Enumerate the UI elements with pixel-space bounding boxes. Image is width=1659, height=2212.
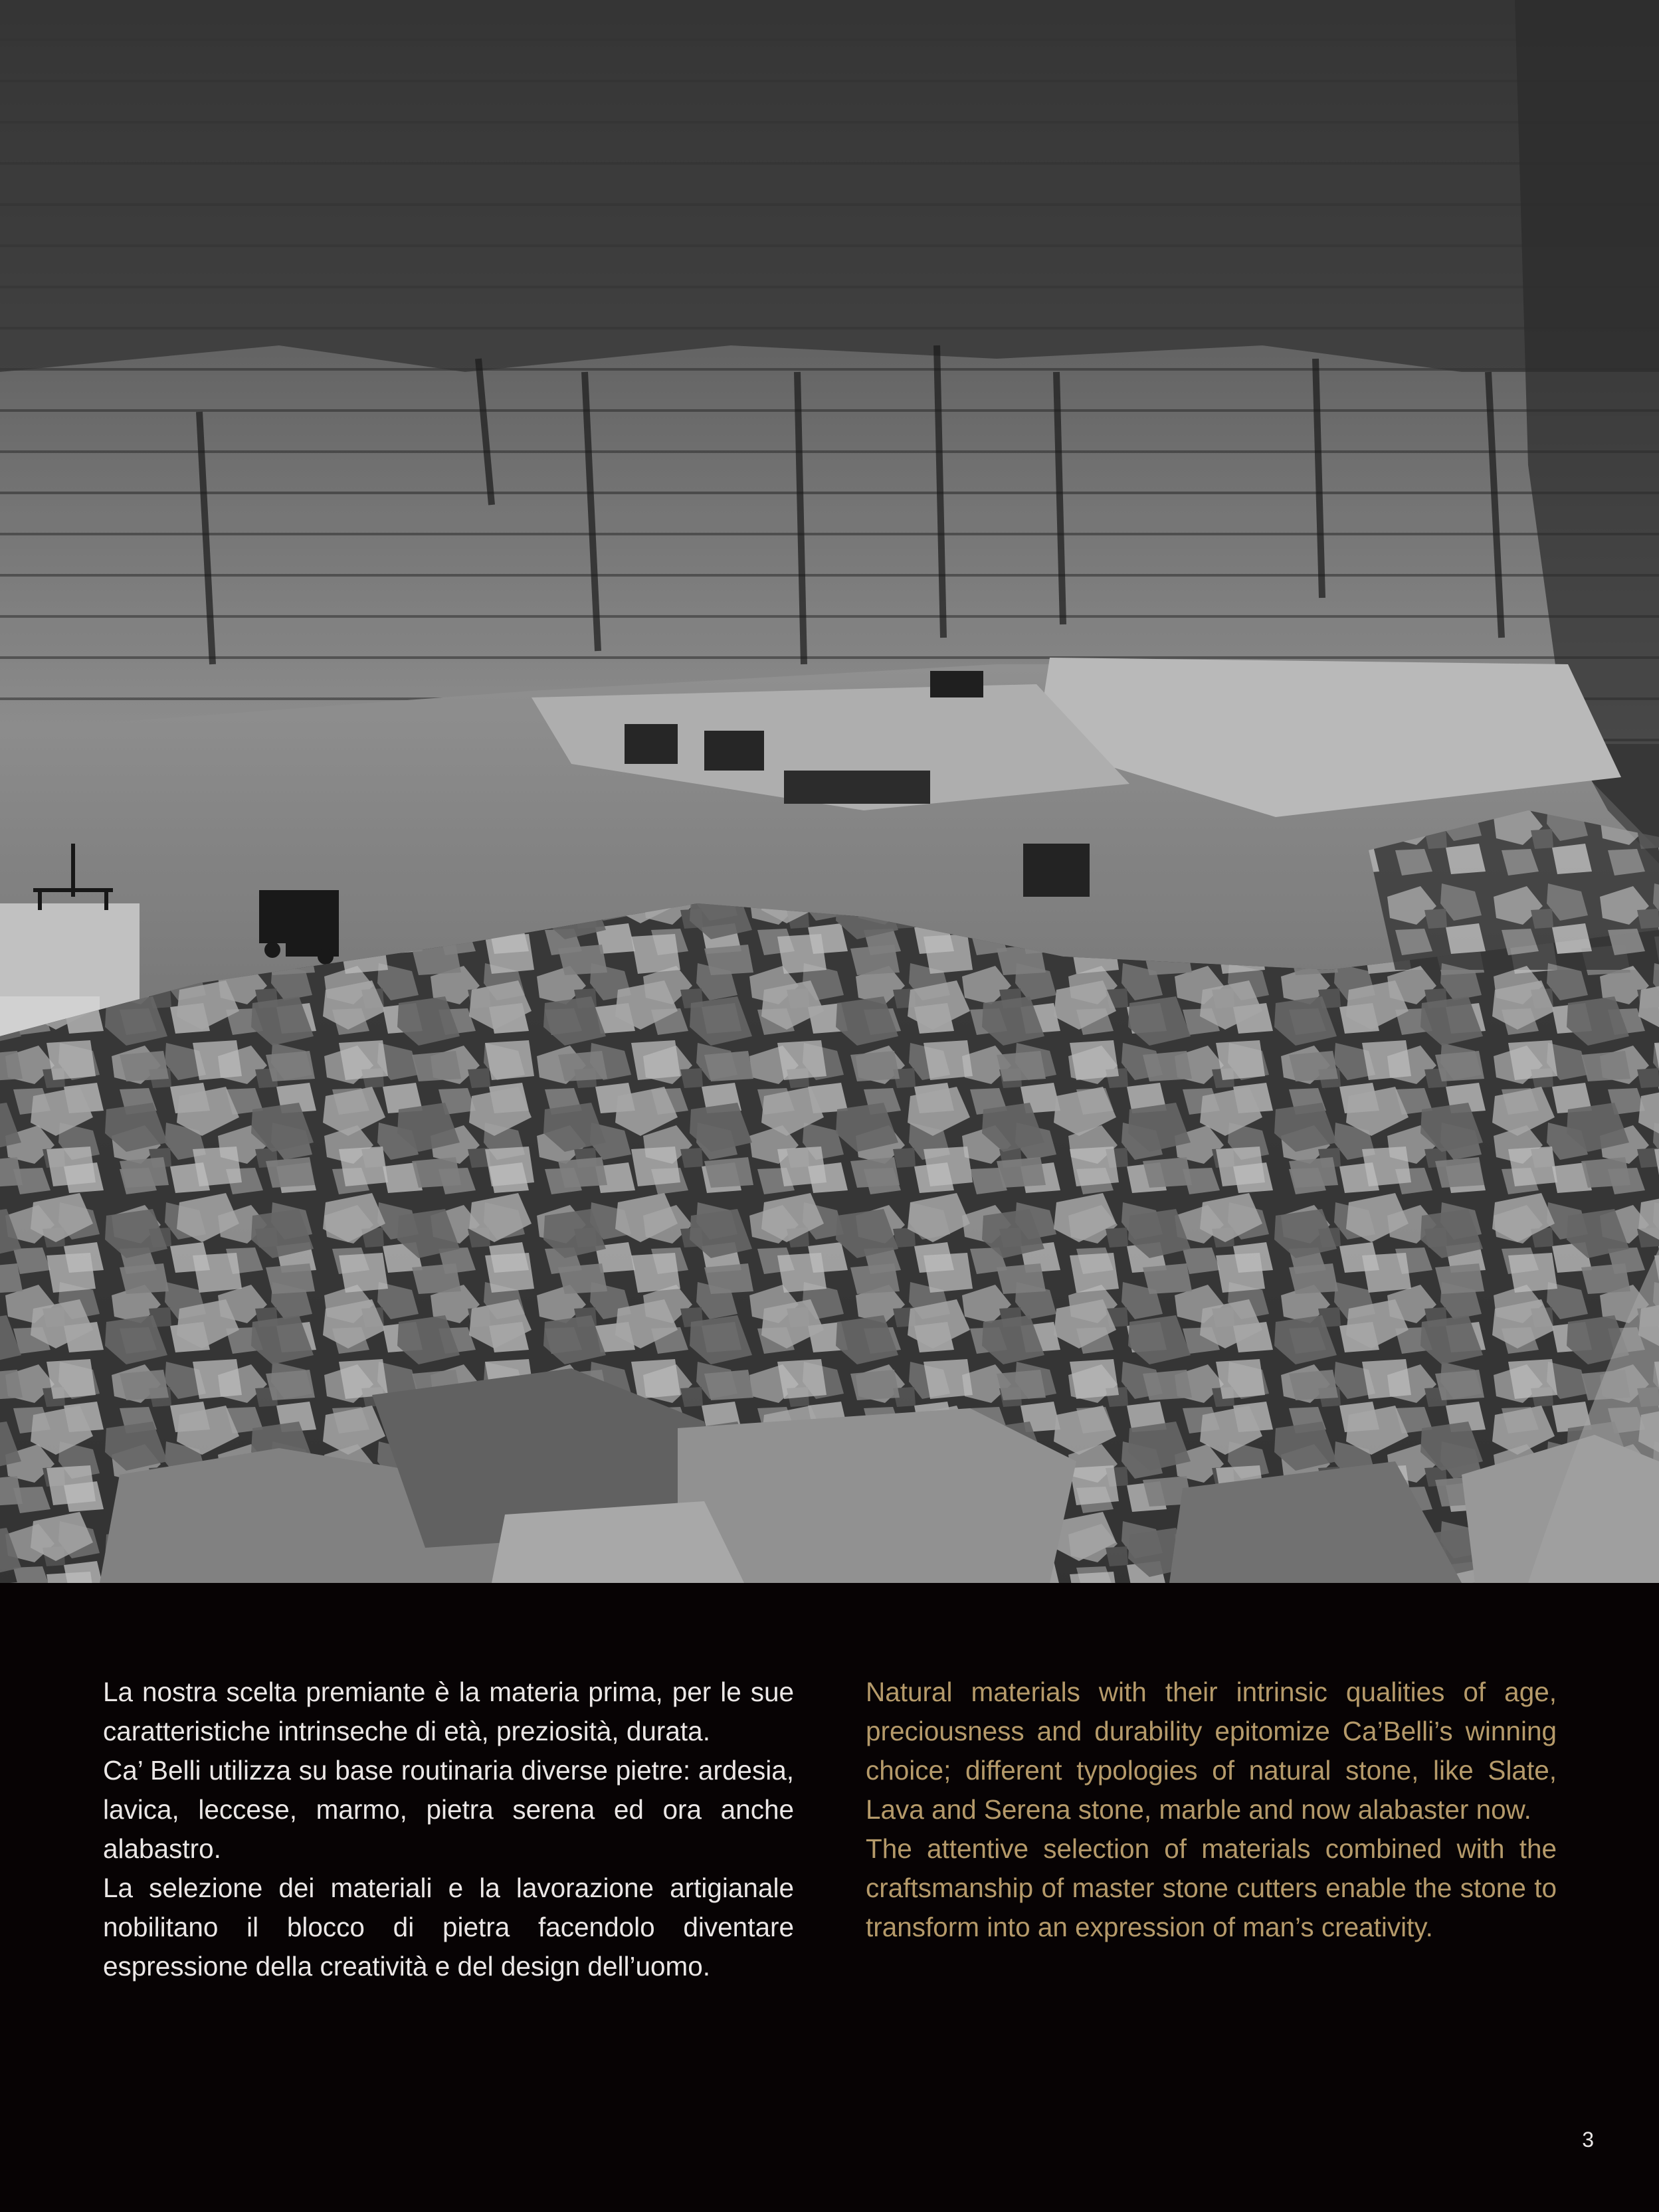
english-paragraph: The attentive selection of materials combined with the craftsmanship of master stone cutters enable the stone to transform into an expression of man’s creativity. bbox=[866, 1833, 1557, 1942]
italian-paragraph: Ca’ Belli utilizza su base routinaria diverse pietre: ardesia, lavica, leccese, marmo, pietra serena ed ora anche alabastro. bbox=[103, 1755, 794, 1864]
english-text-column bbox=[866, 1673, 1557, 1947]
english-paragraph: Natural materials with their intrinsic qualities of age, preciousness and durability epitomize Ca’Belli’s winning choice; different typologies of natural stone, like Slate, Lava and Serena stone, marble and now alabaster now. bbox=[866, 1677, 1557, 1825]
italian-text-column bbox=[103, 1673, 794, 1986]
text-panel bbox=[0, 1583, 1659, 2212]
page-number: 3 bbox=[1582, 2128, 1594, 2152]
italian-paragraph: La nostra scelta premiante è la materia prima, per le sue caratteristiche intrinseche di età, preziosità, durata. bbox=[103, 1677, 794, 1746]
italian-paragraph: La selezione dei materiali e la lavorazione artigianale nobilitano il blocco di pietra facendolo diventare espressione della creatività e del design dell’uomo. bbox=[103, 1873, 794, 1982]
